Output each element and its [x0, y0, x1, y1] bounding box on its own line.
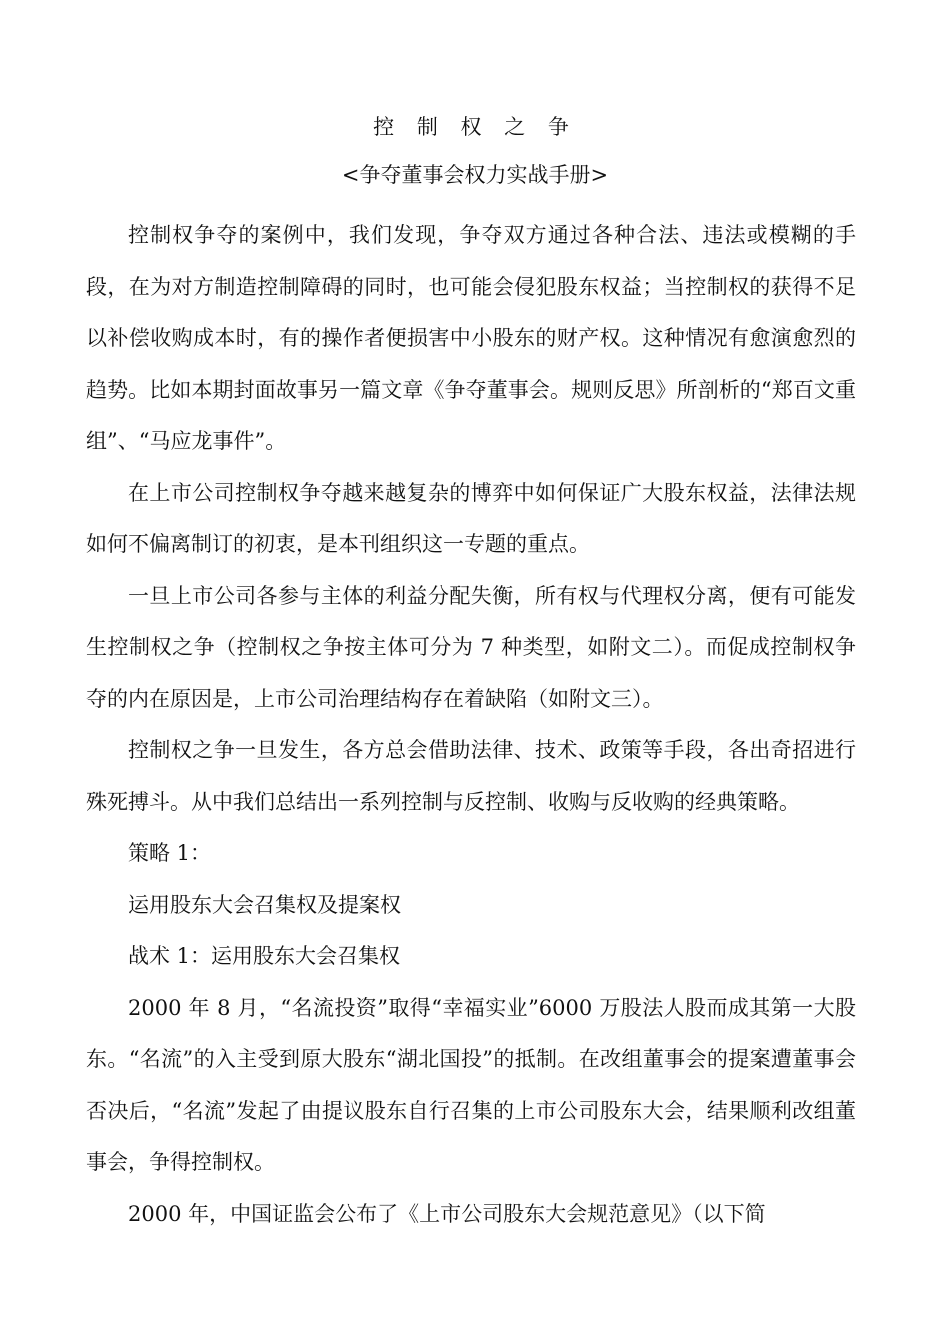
strategy-title: 运用股东大会召集权及提案权 [128, 892, 401, 917]
tactic-heading: 战术 1：运用股东大会召集权 [128, 944, 401, 968]
paragraph-strategies: 控制权之争一旦发生，各方总会借助法律、技术、政策等手段，各出奇招进行殊死搏斗。从中我们总结出一系列控制与反控制、收购与反收购的经典策略。 [86, 738, 856, 814]
paragraph-focus: 在上市公司控制权争夺越来越复杂的博弈中如何保证广大股东权益，法律法规如何不偏离制订的初衷，是本刊组织这一专题的重点。 [86, 480, 856, 556]
strategy-heading: 策略 1： [128, 841, 212, 865]
paragraph-intro: 控制权争夺的案例中，我们发现，争夺双方通过各种合法、违法或模糊的手段，在为对方制造控制障碍的同时，也可能会侵犯股东权益；当控制权的获得不足以补偿收购成本时，有的操作者便损害中小股东的财产权。这种情况有愈演愈烈的趋势。比如本期封面故事另一篇文章《争夺董事会。规则反思》所剖析的“郑百文重组”、“马应龙事件”。 [86, 223, 856, 453]
document-body [86, 210, 856, 1240]
document-subtitle: <争夺董事会权力实战手册> [341, 163, 609, 187]
document-title: 控 制 权 之 争 [373, 115, 577, 139]
paragraph-regulation: 2000 年，中国证监会公布了《上市公司股东大会规范意见》（以下简 [128, 1201, 766, 1226]
paragraph-case: 2000 年 8 月，“名流投资”取得“幸福实业”6000 万股法人股而成其第一大股东。“名流”的入主受到原大股东“湖北国投”的抵制。在改组董事会的提案遭董事会否决后，“名流”发起了由提议股东自行召集的上市公司股东大会，结果顺利改组董事会，争得控制权。 [86, 995, 856, 1174]
paragraph-causes: 一旦上市公司各参与主体的利益分配失衡，所有权与代理权分离，便有可能发生控制权之争（控制权之争按主体可分为 7 种类型，如附文二）。而促成控制权争夺的内在原因是，上市公司治理结构存在着缺陷（如附文三）。 [86, 583, 856, 711]
